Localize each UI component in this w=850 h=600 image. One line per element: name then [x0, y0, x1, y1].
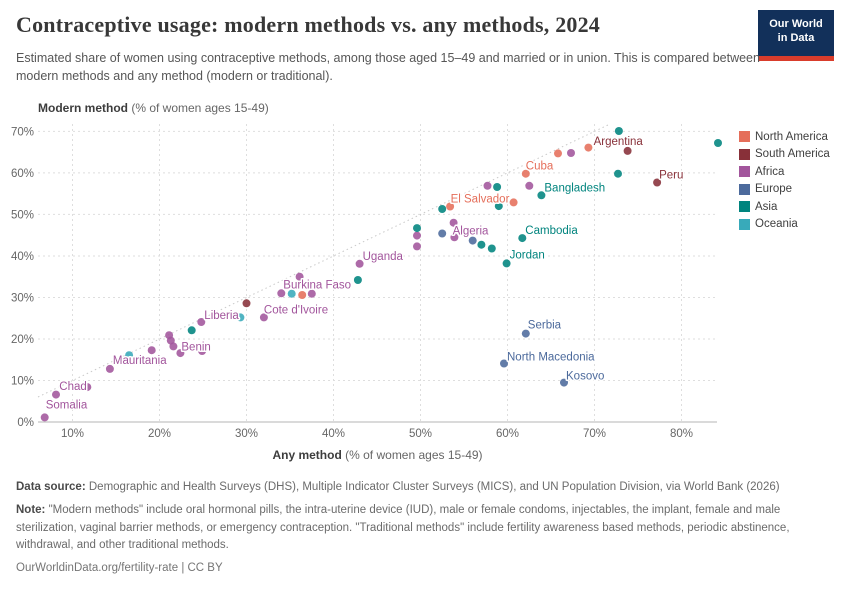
y-tick-label: 40% [10, 250, 34, 263]
y-tick-label: 10% [10, 375, 34, 388]
country-label: Peru [659, 169, 684, 182]
note-text: "Modern methods" include oral hormonal pills, the intra-uterine device (IUD), male or female condoms, injectables, the implant, female and male sterilization, vaginal barrier methods, or emergency contraception. "Traditional methods" include fertility awareness based methods, periodic abstinence, withdrawal, and other traditional methods. [16, 504, 790, 551]
data-point-el-salvador[interactable] [510, 198, 518, 206]
data-point-north-america[interactable] [554, 149, 562, 157]
legend-item-africa[interactable] [739, 163, 830, 181]
country-label: North Macedonia [507, 351, 595, 364]
data-point-africa[interactable] [567, 149, 575, 157]
chart-subtitle: Estimated share of women using contraceptive methods, among those aged 15–49 and married or in union. This is compared between modern methods and any method (modern or traditional). [16, 51, 760, 84]
country-label: Cote d'Ivoire [263, 304, 329, 317]
legend-label-north-america: North America [755, 130, 828, 143]
y-tick-label: 30% [10, 292, 34, 305]
x-tick-label: 70% [582, 428, 607, 440]
x-tick-label: 20% [147, 428, 172, 440]
country-label: Bangladesh [544, 182, 606, 195]
legend-item-south-america[interactable] [739, 146, 830, 164]
x-tick-label: 50% [408, 428, 433, 440]
country-label: Argentina [593, 135, 643, 148]
legend-label-asia: Asia [755, 200, 778, 213]
data-point-asia[interactable] [413, 224, 421, 232]
x-tick-label: 40% [321, 428, 346, 440]
country-label: Burkina Faso [283, 279, 352, 292]
y-tick-label: 50% [10, 209, 34, 222]
data-point-argentina[interactable] [624, 147, 632, 155]
data-point-north-america[interactable] [584, 144, 592, 152]
continent-legend [739, 128, 830, 233]
country-label: Cuba [525, 160, 554, 173]
data-point-asia[interactable] [438, 205, 446, 213]
data-point-africa[interactable] [148, 346, 156, 354]
legend-swatch-south-america [739, 149, 750, 160]
data-source-note [16, 479, 836, 496]
y-tick-label: 20% [10, 333, 34, 346]
data-source-text: Demographic and Health Surveys (DHS), Multiple Indicator Cluster Surveys (MICS), and UN Population Division, via World Bank (2026) [85, 481, 780, 493]
country-label: Somalia [45, 399, 88, 412]
data-point-asia[interactable] [488, 245, 496, 253]
owid-logo-line2: in Data [777, 32, 815, 45]
y-axis-title-bold: Modern method [38, 101, 128, 115]
legend-swatch-oceania [739, 219, 750, 230]
owid-logo-line1: Our World [769, 18, 823, 30]
y-axis-title-rest: (% of women ages 15-49) [128, 101, 269, 115]
data-point-europe[interactable] [438, 230, 446, 238]
data-point-benin[interactable] [169, 342, 177, 350]
country-label: Algeria [452, 225, 489, 238]
country-label: Mauritania [112, 354, 167, 367]
x-axis-title-rest: (% of women ages 15-49) [341, 448, 483, 462]
data-point-asia[interactable] [614, 170, 622, 178]
chart-title: Contraceptive usage: modern methods vs. any methods, 2024 [16, 12, 600, 37]
legend-item-oceania[interactable] [739, 216, 830, 234]
data-point-asia[interactable] [477, 241, 485, 249]
x-tick-label: 30% [234, 428, 259, 440]
data-point-africa[interactable] [484, 182, 492, 190]
methodology-note [16, 502, 836, 554]
data-point-somalia[interactable] [41, 413, 49, 421]
x-axis-title-bold: Any method [272, 448, 342, 462]
chart-footer [16, 479, 836, 583]
country-label: Serbia [527, 319, 562, 332]
y-tick-label: 0% [17, 417, 34, 429]
country-label: Liberia [204, 310, 239, 322]
legend-swatch-africa [739, 166, 750, 177]
data-point-asia[interactable] [188, 326, 196, 334]
data-point-south-america[interactable] [243, 299, 251, 307]
legend-label-africa: Africa [755, 165, 785, 178]
data-point-africa[interactable] [525, 182, 533, 190]
data-source-label: Data source: [16, 481, 86, 493]
y-tick-label: 60% [10, 167, 34, 180]
note-label: Note: [16, 504, 46, 517]
y-tick-label: 70% [10, 126, 34, 139]
x-tick-label: 80% [669, 428, 694, 440]
data-point-africa[interactable] [413, 242, 421, 250]
country-label: El Salvador [450, 193, 510, 206]
data-point-asia[interactable] [493, 183, 501, 191]
license-link[interactable]: OurWorldinData.org/fertility-rate | CC BY [16, 562, 223, 574]
legend-item-europe[interactable] [739, 181, 830, 199]
legend-label-oceania: Oceania [755, 218, 798, 231]
legend-item-asia[interactable] [739, 198, 830, 216]
country-label: Benin [181, 341, 211, 354]
data-point-asia[interactable] [354, 276, 362, 284]
legend-label-south-america: South America [755, 148, 830, 161]
data-point-asia[interactable] [615, 127, 623, 135]
x-tick-label: 60% [495, 428, 520, 440]
legend-swatch-europe [739, 184, 750, 195]
country-label: Uganda [362, 250, 403, 263]
x-axis-title [38, 448, 717, 462]
data-point-north-america[interactable] [298, 291, 306, 299]
legend-swatch-north-america [739, 131, 750, 142]
country-label: Jordan [509, 249, 545, 262]
data-point-asia[interactable] [714, 139, 722, 147]
legend-item-north-america[interactable] [739, 128, 830, 146]
x-tick-label: 10% [60, 428, 85, 440]
legend-label-europe: Europe [755, 183, 793, 196]
country-label: Cambodia [525, 225, 578, 238]
country-label: Chad [59, 381, 87, 394]
country-label: Kosovo [566, 370, 605, 383]
data-point-africa[interactable] [413, 232, 421, 240]
legend-swatch-asia [739, 201, 750, 212]
data-point-europe[interactable] [469, 237, 477, 245]
